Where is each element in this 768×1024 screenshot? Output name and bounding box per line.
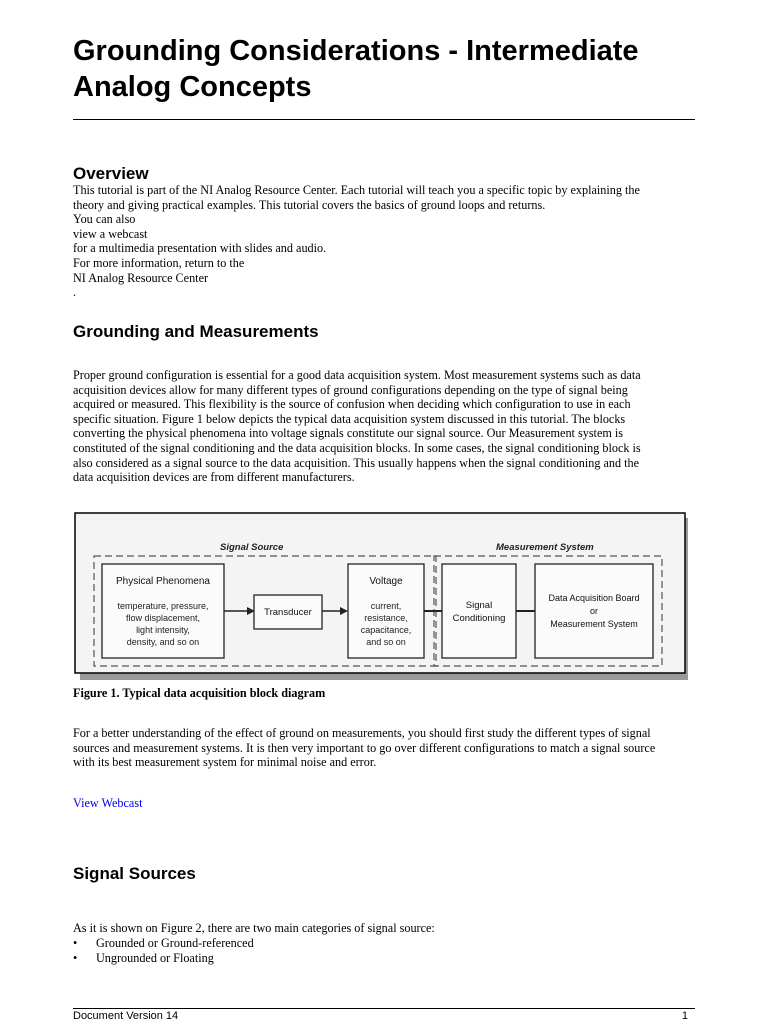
overview-text-line: For more information, return to the [73,255,245,270]
title-line-1: Grounding Considerations - Intermediate [73,35,639,67]
after-figure-paragraph [73,726,695,770]
measurement-system-label: Measurement System [496,542,594,553]
footer-divider [73,1008,695,1009]
figure-1-block-diagram [74,512,690,682]
voltage-text: and so on [366,637,406,647]
grounding-text-line: Proper ground configuration is essential for a good data acquisition system. Most measurement systems such as data [73,368,641,382]
voltage-text: capacitance, [360,625,412,635]
voltage-title: Voltage [369,576,403,587]
signal-conditioning-label: Conditioning [452,613,506,624]
overview-text-line: This tutorial is part of the NI Analog Resource Center. Each tutorial will teach you a specific topic by explaining the [73,183,640,197]
grounding-text-line: constituted of the signal conditioning and the data acquisition blocks. In some cases, the signal conditioning block is [73,440,641,455]
signal-conditioning-label: Signal [465,600,493,611]
list-item-text: Grounded or Ground-referenced [96,936,254,950]
grounding-paragraph [73,368,695,485]
bullet-icon: • [73,936,78,950]
physical-phenomena-text: light intensity, [136,625,190,635]
signal-source-label: Signal Source [220,542,284,553]
after-figure-text-line: sources and measurement systems. It is then very important to go over different configurations to match a signal source [73,740,656,755]
page-number: 1 [681,1010,688,1022]
overview-text-line: theory and giving practical examples. This tutorial covers the basics of ground loops and returns. [73,197,546,212]
after-figure-text-line: with its best measurement system for minimal noise and error. [73,755,377,770]
voltage-text: resistance, [364,613,408,623]
list-item [73,936,254,951]
figure-1-caption: Figure 1. Typical data acquisition block diagram [73,686,326,700]
grounding-text-line: data acquisition devices are from different manufacturers. [73,470,355,485]
grounding-text-line: specific situation. Figure 1 below depicts the typical data acquisition system discussed in this tutorial. The blocks [73,411,626,426]
overview-paragraph [73,183,695,300]
after-figure-text-line: For a better understanding of the effect of ground on measurements, you should first study the different types of signal [73,726,651,740]
page-title [73,33,713,105]
signal-sources-heading: Signal Sources [73,864,196,883]
overview-text-line: You can also [73,212,136,227]
transducer-label: Transducer [264,607,312,618]
voltage-text: current, [370,601,402,611]
document-version: Document Version 14 [73,1010,179,1022]
analog-resource-center-link[interactable]: NI Analog Resource Center [73,270,209,285]
list-item-text: Ungrounded or Floating [96,950,214,965]
overview-text-line: . [73,285,77,300]
physical-phenomena-text: temperature, pressure, [117,601,209,611]
view-webcast-link[interactable]: view a webcast [73,226,148,241]
daq-label: Measurement System [550,619,638,629]
title-line-2: Analog Concepts [73,71,312,103]
title-divider [73,119,695,120]
grounding-text-line: converting the physical phenomena into voltage signals constitute our signal source. Our Measurement system is [73,426,624,441]
physical-phenomena-text: flow displacement, [125,613,201,623]
view-webcast-link-bottom[interactable]: View Webcast [73,796,143,810]
physical-phenomena-text: density, and so on [126,637,200,647]
overview-text-line: for a multimedia presentation with slides and audio. [73,241,327,256]
daq-label: or [589,606,599,616]
list-item [73,951,254,966]
overview-heading: Overview [73,164,149,183]
grounding-text-line: acquisition devices allow for many different types of ground configurations depending on the type of signal being [73,382,628,397]
daq-label: Data Acquisition Board [548,593,640,603]
signal-sources-intro: As it is shown on Figure 2, there are two main categories of signal source: [73,921,435,935]
signal-source-list [73,936,254,965]
signal-conditioning-block [442,564,516,658]
grounding-text-line: acquired or measured. This flexibility is the source of confusion when deciding which configuration to use in each [73,397,631,412]
physical-phenomena-title: Physical Phenomena [116,576,210,587]
grounding-heading: Grounding and Measurements [73,322,319,341]
webcast-link-row [73,796,695,811]
bullet-icon: • [73,950,78,965]
grounding-text-line: also considered as a signal source to the data acquisition. This usually happens when the signal conditioning and the [73,455,640,470]
